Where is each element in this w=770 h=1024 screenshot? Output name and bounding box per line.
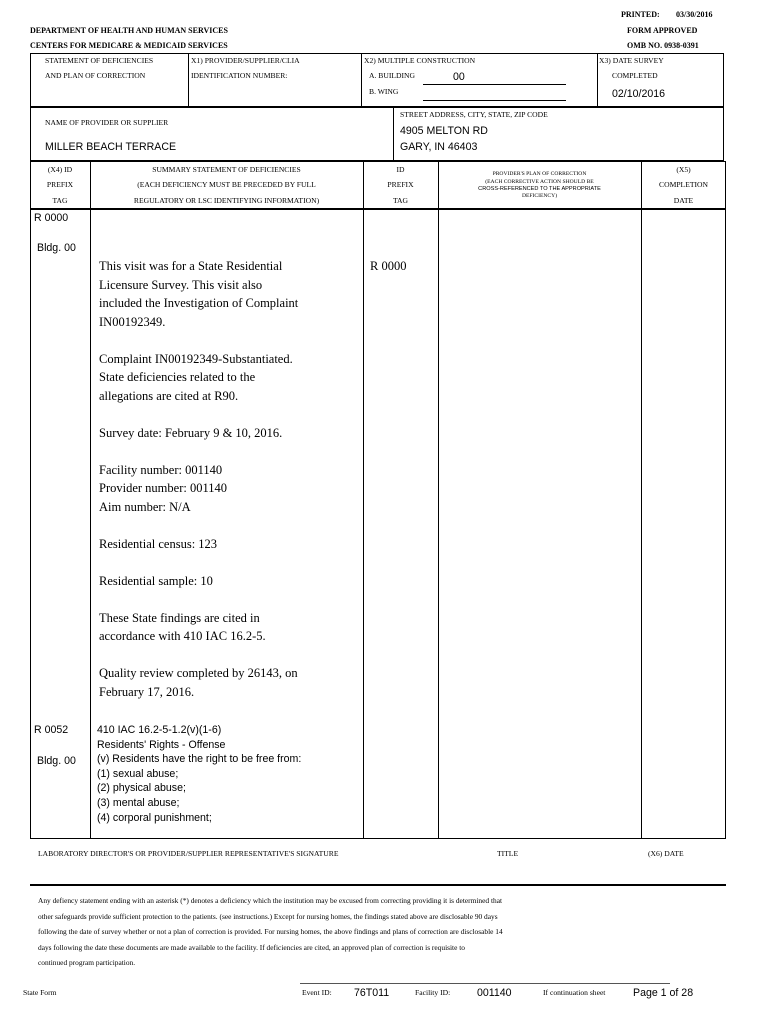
date-survey-label: X3) DATE SURVEY [599,56,664,65]
visit-paragraph: This visit was for a State Residential Licensure Survey. This visit also included the Investigation of Complaint IN00192349. [99,259,299,329]
disclaimer-line: other safeguards provide sufficient protection to the patients. (see instructions.) Except for nursing homes, the findings stated above are disclosable 90 days [38,911,498,921]
provider-name-label: NAME OF PROVIDER OR SUPPLIER [45,118,169,127]
building-label: A. BUILDING [369,71,415,80]
disclaimer-line: days following the date these documents are made available to the facility. If deficiencies are cited, an approved plan of correction is requisite to [38,942,465,952]
disclaimer [38,893,503,971]
summary-text-r0000 [99,257,359,720]
date-header: DATE [673,196,694,205]
plan-header-4: DEFICIENCY) [521,193,558,199]
address-line2: GARY, IN 46403 [400,141,478,153]
rule-line: (3) mental abuse; [97,796,180,809]
printed-label: PRINTED: [621,10,660,19]
complaint-paragraph: Complaint IN00192349-Substantiated. State deficiencies related to the allegations are cited at R90. [99,351,293,403]
provider-name-value: MILLER BEACH TERRACE [45,141,177,153]
state-form-label: State Form [23,988,57,997]
prefix-tag-r0000: R 0000 [34,212,69,224]
completion-header: COMPLETION [659,180,708,189]
building-tag-2: Bldg. 00 [37,755,76,767]
rule-line: (v) Residents have the right to be free from: [97,753,302,766]
summary-header-3: REGULATORY OR LSC IDENTIFYING INFORMATION) [133,196,320,205]
multiple-construction-label: X2) MULTIPLE CONSTRUCTION [364,56,476,65]
survey-date-paragraph: Survey date: February 9 & 10, 2016. [99,425,283,440]
x4-tag-header: TAG [52,196,68,205]
signature-label: LABORATORY DIRECTOR'S OR PROVIDER/SUPPLIER REPRESENTATIVE'S SIGNATURE [38,849,339,858]
facility-number-paragraph: Facility number: 001140 Provider number: 001140 Aim number: N/A [99,462,227,514]
facility-id-value: 001140 [477,987,512,999]
census-paragraph: Residential census: 123 [99,536,218,551]
event-id-label: Event ID: [302,988,332,997]
identification-number-label: IDENTIFICATION NUMBER: [191,71,288,80]
id-tag-r0000: R 0000 [370,259,407,273]
printed-date: 03/30/2016 [676,10,713,19]
statement-label: STATEMENT OF DEFICIENCIES [45,56,154,65]
x4-prefix-header: PREFIX [46,180,74,189]
x4-id-header: (X4) ID [47,165,73,174]
survey-date-value: 02/10/2016 [612,88,666,100]
summary-header: SUMMARY STATEMENT OF DEFICIENCIES [152,165,301,174]
completed-label: COMPLETED [612,71,658,80]
id-header: ID [396,165,405,174]
findings-paragraph: These State findings are cited in accordance with 410 IAC 16.2-5. [99,610,266,643]
quality-review-paragraph: Quality review completed by 26143, on February 17, 2016. [99,666,298,699]
x5-header: (X5) [676,165,691,174]
disclaimer-line: following the date of survey whether or not a plan of correction is provided. For nursing homes, the above findings and plans of correction are disclosable 14 [38,927,503,936]
summary-text-r0052 [97,723,301,825]
address-label: STREET ADDRESS, CITY, STATE, ZIP CODE [400,110,548,119]
building-tag-1: Bldg. 00 [37,242,76,254]
id-tag-header: TAG [393,196,408,205]
plan-header-2: (EACH CORRECTIVE ACTION SHOULD BE [485,179,594,185]
prefix-tag-r0052: R 0052 [34,724,69,736]
plan-of-correction-label: AND PLAN OF CORRECTION [45,71,146,80]
provider-id-label: X1) PROVIDER/SUPPLIER/CLIA [191,56,300,65]
event-id-value: 76T011 [354,987,390,999]
title-label: TITLE [497,849,519,858]
page-number: Page 1 of 28 [633,987,694,999]
disclaimer-line: continued program participation. [38,958,136,967]
omb-number: OMB NO. 0938-0391 [627,41,699,50]
summary-header-2: (EACH DEFICIENCY MUST BE PRECEDED BY FULL [137,180,316,189]
sample-paragraph: Residential sample: 10 [99,573,213,588]
facility-id-label: Facility ID: [415,988,451,997]
x6-date-label: (X6) DATE [648,849,684,858]
rule-line: Residents' Rights - Offense [97,738,226,751]
cms-title: CENTERS FOR MEDICARE & MEDICAID SERVICES [30,41,228,50]
rule-line: (4) corporal punishment; [97,811,212,824]
wing-label: B. WING [369,87,399,96]
disclaimer-line: Any defiency statement ending with an asterisk (*) denotes a deficiency which the institution may be excused from correcting providing it is determined that [38,896,503,905]
plan-header: PROVIDER'S PLAN OF CORRECTION [492,171,587,177]
department-title: DEPARTMENT OF HEALTH AND HUMAN SERVICES [30,26,228,35]
rule-line: (1) sexual abuse; [97,767,179,780]
plan-header-3: CROSS-REFERENCED TO THE APPROPRIATE [478,186,601,192]
continuation-label: If continuation sheet [543,988,606,997]
address-line1: 4905 MELTON RD [400,125,488,137]
rule-line: 410 IAC 16.2-5-1.2(v)(1-6) [97,724,222,736]
building-value: 00 [453,71,465,83]
id-prefix-header: PREFIX [387,180,414,189]
form-approved: FORM APPROVED [627,26,698,35]
rule-line: (2) physical abuse; [97,782,186,795]
